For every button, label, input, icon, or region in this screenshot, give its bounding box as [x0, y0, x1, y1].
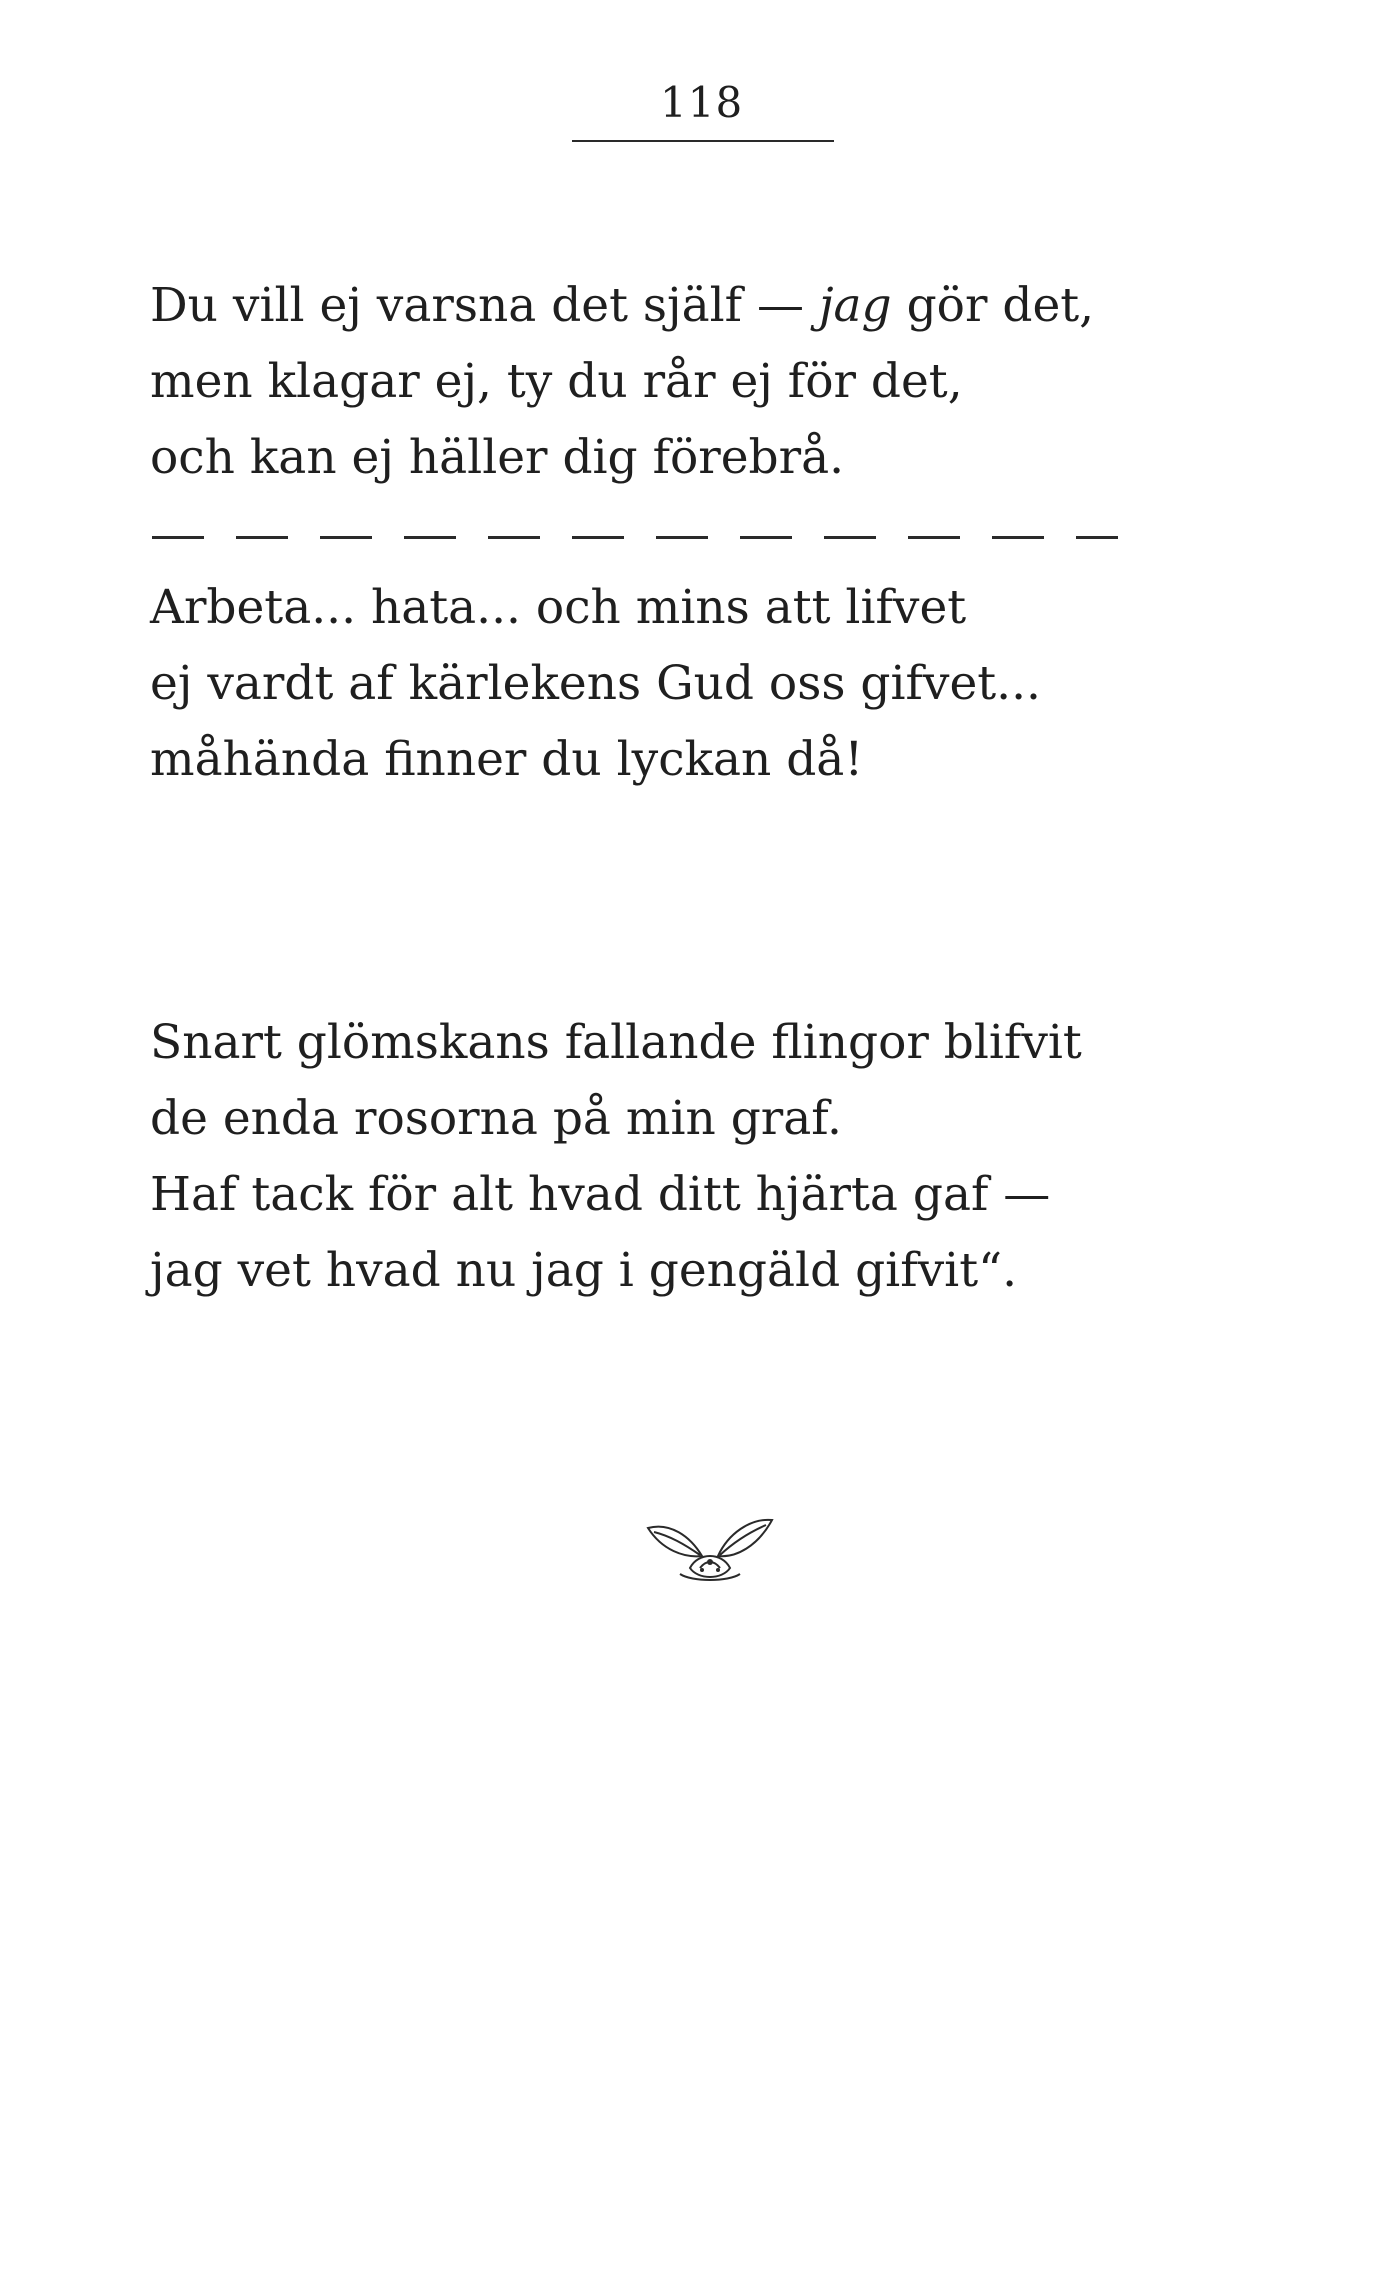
stanza-1-line-1 — [150, 268, 1094, 344]
stanza-2-line-3: måhända finner du lyckan då! — [150, 732, 864, 787]
stanza-1-line-1-b: gör det, — [891, 278, 1095, 333]
stanza-2-line-2: ej vardt af kärlekens Gud oss gifvet... — [150, 656, 1041, 711]
emphasis-jag: jag — [818, 278, 892, 333]
stanza-1-line-3: och kan ej häller dig förebrå. — [150, 430, 845, 485]
dashed-divider — [152, 536, 1118, 539]
stanza-1-line-2: men klagar ej, ty du rår ej för det, — [150, 354, 963, 409]
stanza-3-line-1: Snart glömskans fallande flingor blifvit — [150, 1015, 1082, 1070]
leaf-vignette-icon — [640, 1510, 780, 1590]
page-number: 118 — [660, 78, 744, 127]
stanza-2-line-1: Arbeta... hata... och mins att lifvet — [150, 580, 967, 635]
stanza-2 — [150, 570, 1041, 798]
stanza-1 — [150, 268, 1094, 496]
stanza-3-line-3: Haf tack för alt hvad ditt hjärta gaf — — [150, 1167, 1051, 1222]
stanza-3 — [150, 1005, 1082, 1309]
stanza-3-line-4: jag vet hvad nu jag i gengäld gifvit“. — [150, 1243, 1018, 1298]
page-number-rule — [572, 140, 834, 142]
stanza-1-line-1-a: Du vill ej varsna det själf — — [150, 278, 819, 333]
stanza-3-line-2: de enda rosorna på min graf. — [150, 1091, 842, 1146]
